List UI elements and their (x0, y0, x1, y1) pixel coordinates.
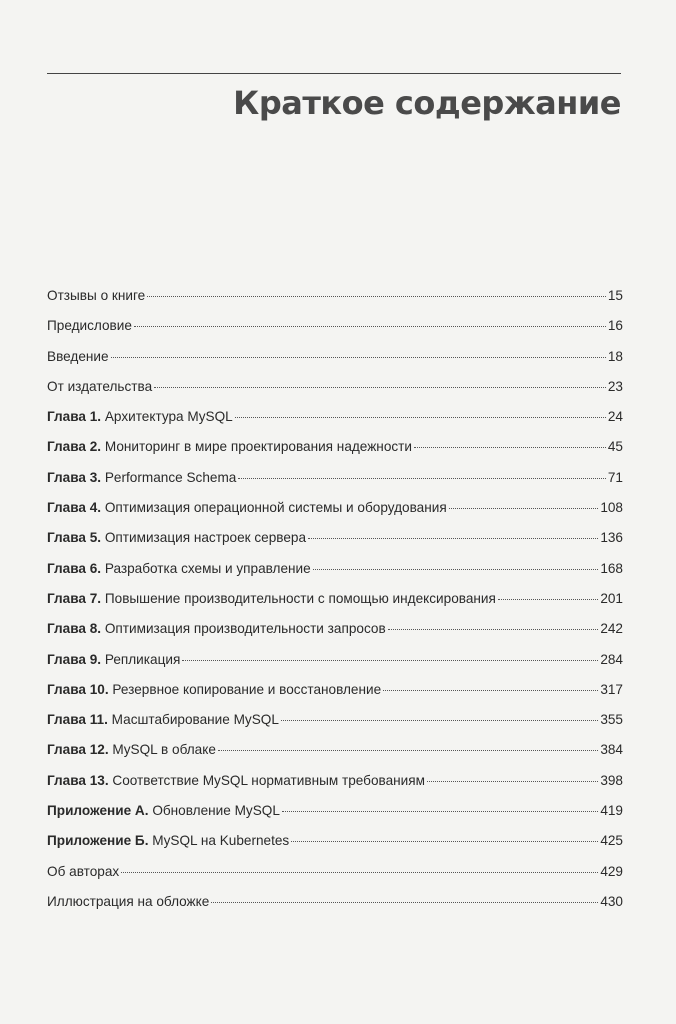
toc-entry[interactable] (47, 682, 623, 712)
toc-entry-prefix: Глава 4. (47, 500, 102, 516)
toc-entry-title: Резервное копирование и восстановление (112, 681, 382, 697)
toc-entry-label (47, 773, 425, 788)
dot-leader (427, 781, 598, 782)
toc-entry-page: 45 (607, 439, 623, 455)
toc-entry[interactable] (47, 500, 623, 530)
toc-entry-page: 71 (607, 469, 623, 485)
toc-entry-page: 419 (600, 803, 623, 819)
dot-leader (282, 811, 598, 812)
toc-entry[interactable] (47, 561, 623, 591)
toc-entry[interactable] (47, 833, 623, 863)
toc-entry[interactable] (47, 470, 623, 500)
toc-entry-prefix: Глава 11. (47, 712, 108, 728)
toc-entry-label (47, 561, 311, 576)
page-title: Краткое содержание (233, 84, 621, 122)
toc-entry[interactable] (47, 288, 623, 318)
top-rule (47, 73, 621, 74)
toc-entry-title: Предисловие (47, 318, 132, 334)
toc-entry[interactable] (47, 894, 623, 924)
toc-entry-label (47, 439, 412, 454)
toc-entry-prefix: Приложение А. (47, 803, 149, 819)
toc-entry-label (47, 712, 279, 727)
toc-entry-label (47, 318, 132, 333)
dot-leader (147, 296, 606, 297)
table-of-contents (47, 288, 623, 924)
toc-entry[interactable] (47, 439, 623, 469)
toc-entry-page: 355 (600, 712, 623, 728)
toc-entry-page: 242 (600, 621, 623, 637)
toc-entry-page: 24 (607, 409, 623, 425)
toc-entry-title: От издательства (47, 378, 153, 394)
dot-leader (414, 447, 606, 448)
toc-entry-label (47, 621, 386, 636)
dot-leader (313, 569, 599, 570)
toc-entry-title: Разработка схемы и управление (104, 560, 311, 576)
toc-entry-page: 317 (600, 681, 623, 697)
toc-entry-title: Иллюстрация на обложке (47, 893, 210, 909)
toc-entry-prefix: Глава 8. (47, 621, 102, 637)
toc-entry-page: 284 (600, 651, 623, 667)
toc-entry-label (47, 894, 209, 909)
toc-entry-page: 108 (600, 500, 623, 516)
toc-entry[interactable] (47, 864, 623, 894)
toc-entry-page: 201 (600, 590, 623, 606)
toc-entry-page: 18 (607, 348, 623, 364)
dot-leader (238, 478, 606, 479)
toc-entry-page: 136 (600, 530, 623, 546)
dot-leader (182, 660, 598, 661)
dot-leader (388, 629, 599, 630)
toc-entry-page: 15 (607, 288, 623, 303)
toc-entry-prefix: Глава 1. (47, 409, 102, 425)
toc-entry-title: Оптимизация настроек сервера (104, 530, 307, 546)
dot-leader (211, 902, 598, 903)
toc-entry-label (47, 803, 280, 818)
toc-entry-prefix: Глава 7. (47, 590, 102, 606)
toc-entry-title: Performance Schema (104, 469, 237, 485)
toc-entry-prefix: Глава 10. (47, 681, 109, 697)
toc-entry[interactable] (47, 621, 623, 651)
dot-leader (111, 357, 606, 358)
toc-entry-title: Архитектура MySQL (104, 409, 233, 425)
toc-entry-label (47, 833, 289, 848)
dot-leader (134, 326, 606, 327)
toc-entry[interactable] (47, 773, 623, 803)
toc-entry-title: Отзывы о книге (47, 288, 146, 303)
toc-entry-page: 430 (600, 893, 623, 909)
toc-entry-label (47, 288, 145, 303)
toc-entry-label (47, 864, 119, 879)
toc-entry[interactable] (47, 530, 623, 560)
toc-entry-prefix: Глава 2. (47, 439, 102, 455)
toc-entry[interactable] (47, 318, 623, 348)
dot-leader (498, 599, 598, 600)
toc-entry-page: 384 (600, 742, 623, 758)
toc-entry-title: Мониторинг в мире проектирования надежности (104, 439, 412, 455)
dot-leader (154, 387, 606, 388)
toc-entry[interactable] (47, 349, 623, 379)
toc-entry-label (47, 349, 109, 364)
toc-entry-label (47, 742, 216, 757)
dot-leader (308, 538, 598, 539)
toc-entry[interactable] (47, 652, 623, 682)
dot-leader (449, 508, 599, 509)
dot-leader (291, 841, 598, 842)
toc-entry-label (47, 530, 306, 545)
toc-entry[interactable] (47, 591, 623, 621)
toc-entry-label (47, 409, 233, 424)
toc-entry[interactable] (47, 409, 623, 439)
toc-entry-page: 23 (607, 378, 623, 394)
toc-entry-title: Оптимизация производительности запросов (104, 621, 386, 637)
dot-leader (383, 690, 598, 691)
toc-entry-title: Об авторах (47, 863, 120, 879)
toc-entry-prefix: Глава 6. (47, 560, 102, 576)
toc-entry-page: 168 (600, 560, 623, 576)
toc-entry-title: MySQL на Kubernetes (152, 833, 290, 849)
toc-entry-prefix: Приложение Б. (47, 833, 149, 849)
dot-leader (218, 750, 598, 751)
toc-entry-label (47, 379, 152, 394)
toc-entry-title: Повышение производительности с помощью индексирования (104, 590, 496, 606)
toc-entry-page: 398 (600, 772, 623, 788)
toc-entry-title: Масштабирование MySQL (111, 712, 279, 728)
toc-entry[interactable] (47, 803, 623, 833)
toc-entry-title: Обновление MySQL (152, 803, 280, 819)
toc-entry-title: Введение (47, 348, 109, 364)
toc-entry-label (47, 652, 180, 667)
toc-entry-label (47, 500, 447, 515)
toc-entry[interactable] (47, 712, 623, 742)
dot-leader (235, 417, 606, 418)
toc-entry-prefix: Глава 13. (47, 772, 109, 788)
toc-entry-page: 425 (600, 833, 623, 849)
toc-entry-title: MySQL в облаке (112, 742, 216, 758)
toc-entry-title: Соответствие MySQL нормативным требованиям (112, 772, 425, 788)
toc-entry[interactable] (47, 379, 623, 409)
dot-leader (281, 720, 598, 721)
toc-entry-page: 16 (607, 318, 623, 334)
toc-entry-label (47, 591, 496, 606)
toc-entry-prefix: Глава 5. (47, 530, 102, 546)
toc-entry-title: Оптимизация операционной системы и оборудования (104, 500, 447, 516)
toc-entry-label (47, 682, 381, 697)
dot-leader (121, 872, 598, 873)
toc-entry-title: Репликация (104, 651, 181, 667)
toc-entry-label (47, 470, 236, 485)
toc-entry-page: 429 (600, 863, 623, 879)
toc-entry[interactable] (47, 742, 623, 772)
toc-entry-prefix: Глава 3. (47, 469, 102, 485)
toc-entry-prefix: Глава 12. (47, 742, 109, 758)
toc-entry-prefix: Глава 9. (47, 651, 102, 667)
